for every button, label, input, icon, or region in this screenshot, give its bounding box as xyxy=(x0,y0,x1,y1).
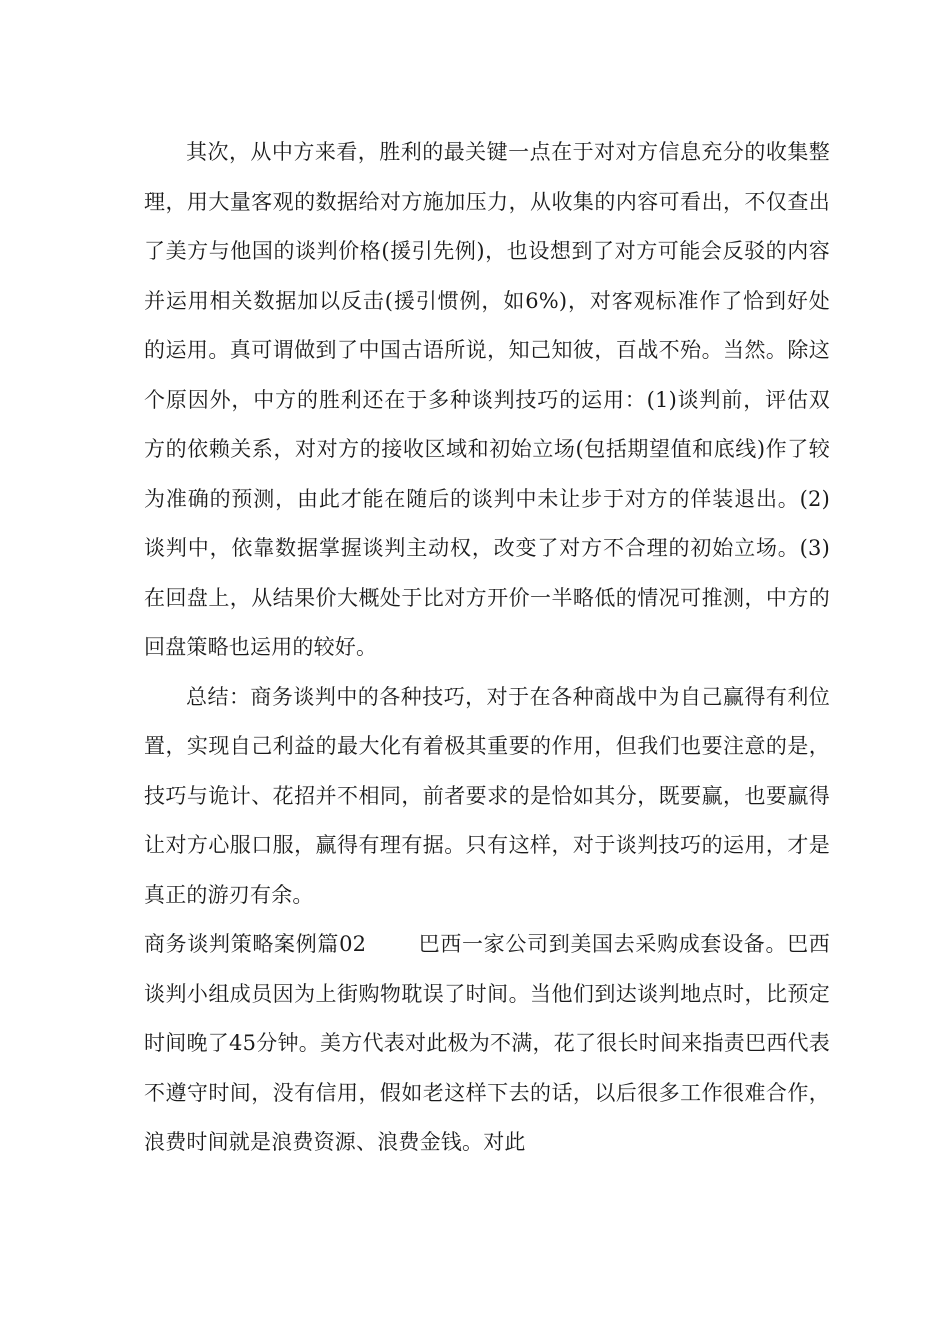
case-section xyxy=(144,920,830,1168)
case-text: 巴西一家公司到美国去采购成套设备。巴西谈判小组成员因为上街购物耽误了时间。当他们到达谈判地点时，比预定时间晚了45分钟。美方代表对此极为不满，花了很长时间来指责巴西代表不遵守时间，没有信用，假如老这样下去的话，以后很多工作很难合作，浪费时间就是浪费资源、浪费金钱。对此 xyxy=(144,932,830,1154)
case-title: 商务谈判策略案例篇02 xyxy=(144,932,367,956)
paragraph-analysis: 其次，从中方来看，胜利的最关键一点在于对对方信息充分的收集整理，用大量客观的数据给对方施加压力，从收集的内容可看出，不仅查出了美方与他国的谈判价格(援引先例)，也设想到了对方可能会反驳的内容并运用相关数据加以反击(援引惯例，如6%)，对客观标准作了恰到好处的运用。真可谓做到了中国古语所说，知己知彼，百战不殆。当然。除这个原因外，中方的胜利还在于多种谈判技巧的运用：(1)谈判前，评估双方的依赖关系，对对方的接收区域和初始立场(包括期望值和底线)作了较为准确的预测，由此才能在随后的谈判中未让步于对方的佯装退出。(2)谈判中，依靠数据掌握谈判主动权，改变了对方不合理的初始立场。(3)在回盘上，从结果价大概处于比对方开价一半略低的情况可推测，中方的回盘策略也运用的较好。 xyxy=(144,140,830,659)
paragraph-summary: 总结：商务谈判中的各种技巧，对于在各种商战中为自己赢得有利位置，实现自己利益的最大化有着极其重要的作用，但我们也要注意的是，技巧与诡计、花招并不相同，前者要求的是恰如其分，既要赢，也要赢得让对方心服口服，赢得有理有据。只有这样，对于谈判技巧的运用，才是真正的游刃有余。 xyxy=(144,684,830,907)
